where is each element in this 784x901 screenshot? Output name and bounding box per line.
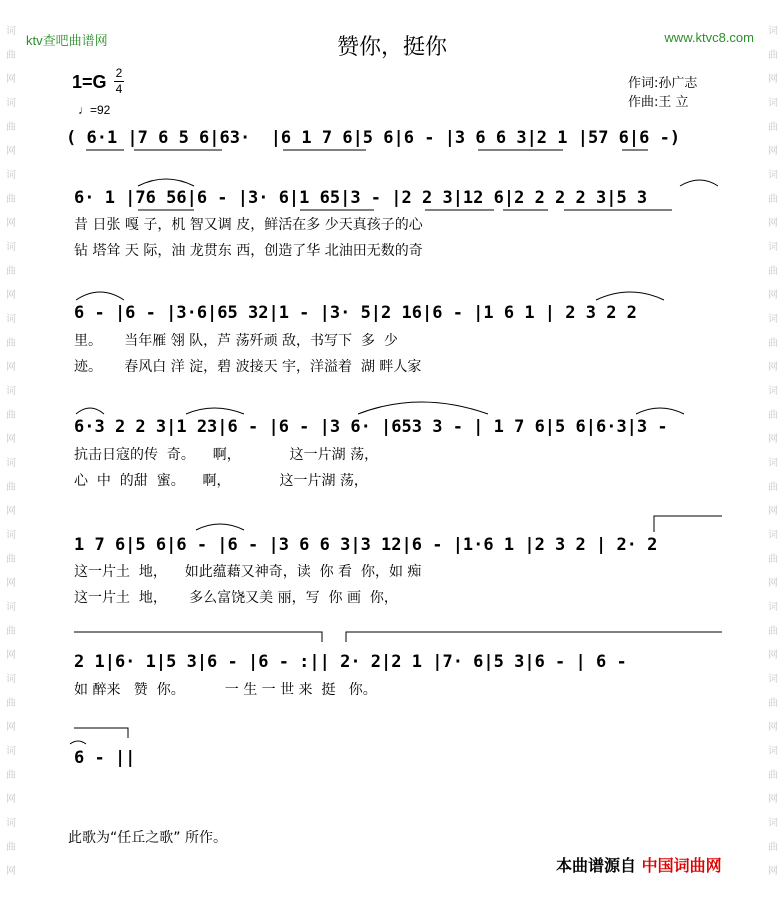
side-watermark-char: 曲: [768, 770, 778, 781]
side-watermark-char: 曲: [768, 554, 778, 565]
score-line-1-notes: ( 6·1 |7 6 5 6|63· |6 1 7 6|5 6|6 - |3 6 6 3|2 1 |57 6|6 -): [66, 128, 681, 148]
tempo-mark: ♩=92: [78, 103, 111, 117]
source-site-link[interactable]: 中国词曲网: [641, 856, 722, 875]
side-watermark-char: 词: [768, 746, 778, 757]
side-watermark-char: 网: [6, 74, 16, 85]
side-watermark-char: 网: [768, 650, 778, 661]
side-watermark-char: 曲: [768, 266, 778, 277]
side-watermark-char: 曲: [6, 482, 16, 493]
side-watermark-char: 网: [768, 866, 778, 877]
score-line-4-notes: 6·3 2 2 3|1 23|6 - |6 - |3 6· |653 3 - | 1 7 6|5 6|6·3|3 -: [74, 417, 668, 437]
side-watermark-char: 网: [768, 290, 778, 301]
side-watermark-char: 网: [768, 362, 778, 373]
score-line-5-lyrics-2: 这一片土 地， 多么富饶又美 丽，写 你 画 你，: [74, 590, 398, 606]
time-signature-top: 2: [115, 66, 123, 80]
side-watermark-char: 曲: [6, 194, 16, 205]
side-watermark-char: 网: [6, 218, 16, 229]
side-watermark-char: 曲: [6, 698, 16, 709]
side-watermark-char: 曲: [6, 266, 16, 277]
time-signature-bottom: 4: [115, 82, 123, 96]
side-watermark-char: 曲: [6, 770, 16, 781]
side-watermark-char: 曲: [6, 554, 16, 565]
side-watermark-char: 网: [768, 578, 778, 589]
side-watermark-char: 曲: [768, 698, 778, 709]
score-line-2-lyrics-1: 昔 日张 嘎 子，机 智又调 皮，鲜活在多 少天真孩子的心: [74, 217, 423, 233]
side-watermark-char: 网: [6, 794, 16, 805]
lyricist: 作词:孙广志: [628, 76, 698, 91]
side-watermark-char: 网: [6, 578, 16, 589]
side-watermark-char: 词: [768, 818, 778, 829]
side-watermark-char: 词: [6, 818, 16, 829]
side-watermark-char: 词: [768, 530, 778, 541]
side-watermark-char: 词: [6, 242, 16, 253]
side-watermark-char: 词: [768, 26, 778, 37]
side-watermark-char: 词: [6, 386, 16, 397]
side-watermark-char: 曲: [6, 626, 16, 637]
side-watermark-char: 曲: [768, 338, 778, 349]
side-watermark-char: 词: [768, 314, 778, 325]
side-watermark-char: 曲: [768, 122, 778, 133]
side-watermark-char: 曲: [6, 50, 16, 61]
side-watermark-char: 网: [6, 506, 16, 517]
key-signature: 1=G: [72, 72, 107, 92]
side-watermark-char: 词: [6, 674, 16, 685]
side-watermark-char: 曲: [768, 194, 778, 205]
side-watermark-char: 词: [6, 530, 16, 541]
side-watermark-char: 词: [6, 602, 16, 613]
side-watermark-char: 词: [768, 458, 778, 469]
side-watermark-char: 曲: [768, 410, 778, 421]
side-watermark-char: 词: [768, 170, 778, 181]
side-watermark-char: 网: [6, 866, 16, 877]
side-watermark-char: 词: [768, 242, 778, 253]
score-line-5-lyrics-1: 这一片土 地， 如此蕴藉又神奇，读 你 看 你，如 痴: [74, 564, 422, 580]
score-line-4-lyrics-2: 心 中 的甜 蜜。 啊， 这一片湖 荡，: [74, 473, 368, 489]
score-line-6-lyrics-1: 如 醉来 赞 你。 一 生 一 世 来 挺 你。: [74, 682, 377, 698]
side-watermark-char: 网: [768, 218, 778, 229]
side-watermark-char: 词: [768, 674, 778, 685]
side-watermark-char: 曲: [6, 338, 16, 349]
score-line-3-lyrics-1: 里。 当年雁 翎 队，芦 荡歼顽 敌，书写下 多 少: [74, 333, 398, 349]
score-line-6-notes: 2 1|6· 1|5 3|6 - |6 - :|| 2· 2|2 1 |7· 6|5 3|6 - | 6 -: [74, 652, 627, 672]
side-watermark-char: 网: [768, 146, 778, 157]
side-watermark-char: 词: [6, 314, 16, 325]
side-watermark-char: 网: [6, 362, 16, 373]
side-watermark-char: 词: [768, 602, 778, 613]
side-watermark-char: 词: [768, 386, 778, 397]
score-line-4-lyrics-1: 抗击日寇的传 奇。 啊， 这一片湖 荡，: [74, 447, 379, 463]
side-watermark-char: 网: [6, 434, 16, 445]
source-prefix: 本曲谱源自: [556, 856, 637, 875]
source-credit: [556, 853, 722, 876]
side-watermark-char: 曲: [6, 122, 16, 133]
side-watermark-char: 曲: [768, 842, 778, 853]
side-watermark-char: 曲: [6, 410, 16, 421]
side-watermark-char: 网: [768, 74, 778, 85]
side-watermark-char: 曲: [6, 842, 16, 853]
score-line-3-lyrics-2: 迹。 春风白 洋 淀，碧 波接天 宇，洋溢着 湖 畔人家: [74, 359, 422, 375]
side-watermark-char: 网: [6, 650, 16, 661]
watermark-site-right: www.ktvc8.com: [664, 30, 754, 45]
side-watermark-char: 词: [6, 26, 16, 37]
footer-note: 此歌为“任丘之歌” 所作。: [68, 830, 227, 846]
side-watermark-char: 词: [6, 170, 16, 181]
side-watermark-char: 曲: [768, 626, 778, 637]
side-watermark-char: 网: [768, 794, 778, 805]
score-line-2-lyrics-2: 钻 塔耸 天 际，油 龙贯东 西，创造了华 北油田无数的奇: [74, 243, 423, 259]
score-line-3-notes: 6 - |6 - |3·6|65 32|1 - |3· 5|2 16|6 - |1 6 1 | 2 3 2 2: [74, 303, 637, 323]
side-watermark-char: 词: [6, 746, 16, 757]
side-watermark-char: 网: [6, 146, 16, 157]
composer: 作曲:王 立: [628, 95, 689, 110]
score-line-7-notes: 6 - ||: [74, 748, 136, 768]
side-watermark-char: 网: [768, 506, 778, 517]
side-watermark-char: 网: [768, 434, 778, 445]
side-watermark-char: 词: [768, 98, 778, 109]
score-line-5-notes: 1 7 6|5 6|6 - |6 - |3 6 6 3|3 12|6 - |1·6 1 |2 3 2 | 2· 2: [74, 535, 658, 555]
score-line-2-notes: 6· 1 |76 56|6 - |3· 6|1 65|3 - |2 2 3|12 6|2 2 2 2 3|5 3: [74, 188, 648, 208]
side-watermark-char: 曲: [768, 482, 778, 493]
side-watermark-char: 网: [768, 722, 778, 733]
side-watermark-char: 网: [6, 722, 16, 733]
side-watermark-char: 网: [6, 290, 16, 301]
side-watermark-char: 词: [6, 458, 16, 469]
watermark-site-left: ktv查吧曲谱网: [26, 33, 108, 48]
song-title: 赞你，挺你: [336, 35, 447, 60]
side-watermark-char: 曲: [768, 50, 778, 61]
side-watermark-char: 词: [6, 98, 16, 109]
